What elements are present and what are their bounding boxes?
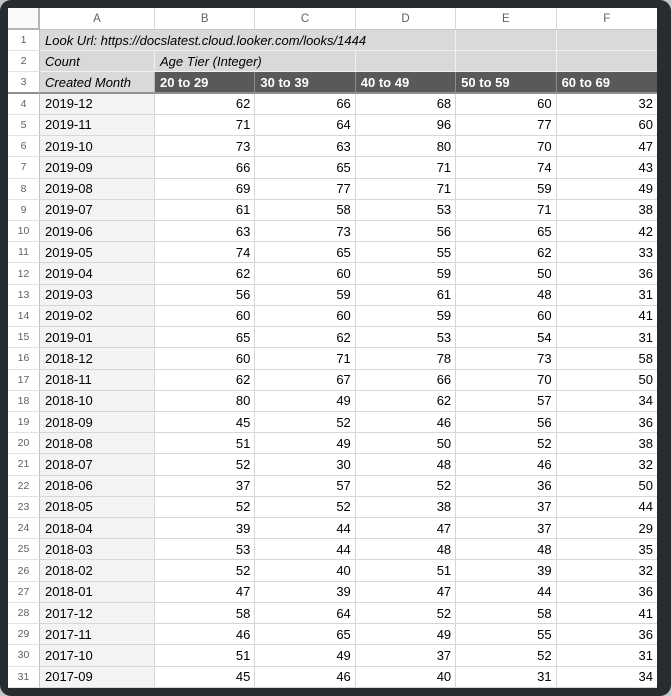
table-row: [8, 348, 657, 369]
value-cell[interactable]: 39: [456, 560, 556, 581]
row-number[interactable]: 14: [8, 306, 40, 327]
month-cell[interactable]: 2019-02: [40, 306, 155, 327]
value-cell[interactable]: 37: [456, 518, 556, 539]
value-cell[interactable]: 73: [255, 221, 355, 242]
value-cell[interactable]: 59: [255, 285, 355, 306]
value-cell[interactable]: 58: [255, 200, 355, 221]
value-cell[interactable]: 51: [155, 433, 255, 454]
value-cell[interactable]: 77: [255, 179, 355, 200]
month-cell[interactable]: 2018-04: [40, 518, 155, 539]
row-number[interactable]: 20: [8, 433, 40, 454]
spreadsheet-grid: [8, 8, 657, 688]
empty-cell[interactable]: [456, 51, 556, 72]
empty-cell[interactable]: [356, 51, 456, 72]
value-cell[interactable]: 65: [255, 624, 355, 645]
value-cell[interactable]: 58: [155, 603, 255, 624]
value-cell[interactable]: 55: [356, 242, 456, 263]
value-cell[interactable]: 52: [255, 412, 355, 433]
value-cell[interactable]: 31: [557, 327, 657, 348]
value-cell[interactable]: 46: [356, 412, 456, 433]
value-cell[interactable]: 60: [456, 306, 556, 327]
value-cell[interactable]: 53: [155, 539, 255, 560]
value-cell[interactable]: 46: [456, 454, 556, 475]
value-cell[interactable]: 38: [557, 433, 657, 454]
value-cell[interactable]: 62: [456, 242, 556, 263]
value-cell[interactable]: 71: [356, 157, 456, 178]
row-number[interactable]: 27: [8, 582, 40, 603]
value-cell[interactable]: 41: [557, 306, 657, 327]
value-cell[interactable]: 62: [255, 327, 355, 348]
tier-header-cell[interactable]: 30 to 39: [255, 72, 355, 93]
month-cell[interactable]: 2017-12: [40, 603, 155, 624]
table-row: [8, 263, 657, 284]
value-cell[interactable]: 36: [557, 263, 657, 284]
value-cell[interactable]: 38: [557, 200, 657, 221]
value-cell[interactable]: 34: [557, 391, 657, 412]
row-number[interactable]: 11: [8, 242, 40, 263]
row-number[interactable]: 15: [8, 327, 40, 348]
value-cell[interactable]: 36: [456, 476, 556, 497]
value-cell[interactable]: 60: [456, 94, 556, 115]
value-cell[interactable]: 49: [255, 433, 355, 454]
value-cell[interactable]: 71: [155, 115, 255, 136]
row-number[interactable]: 23: [8, 497, 40, 518]
month-cell[interactable]: 2018-06: [40, 476, 155, 497]
value-cell[interactable]: 64: [255, 603, 355, 624]
table-row: [8, 518, 657, 539]
value-cell[interactable]: 51: [155, 645, 255, 666]
value-cell[interactable]: 46: [255, 667, 355, 688]
value-cell[interactable]: 52: [155, 497, 255, 518]
value-cell[interactable]: 32: [557, 454, 657, 475]
value-cell[interactable]: 52: [356, 476, 456, 497]
table-row: [8, 242, 657, 263]
value-cell[interactable]: 47: [557, 136, 657, 157]
value-cell[interactable]: 66: [255, 94, 355, 115]
value-cell[interactable]: 49: [557, 179, 657, 200]
table-row: [8, 94, 657, 115]
value-cell[interactable]: 60: [557, 115, 657, 136]
value-cell[interactable]: 37: [155, 476, 255, 497]
row-number[interactable]: 1: [8, 30, 40, 51]
value-cell[interactable]: 65: [456, 221, 556, 242]
value-cell[interactable]: 53: [356, 200, 456, 221]
value-cell[interactable]: 62: [155, 263, 255, 284]
value-cell[interactable]: 55: [456, 624, 556, 645]
month-cell[interactable]: 2018-11: [40, 370, 155, 391]
value-cell[interactable]: 33: [557, 242, 657, 263]
value-cell[interactable]: 65: [255, 242, 355, 263]
value-cell[interactable]: 51: [356, 560, 456, 581]
value-cell[interactable]: 44: [456, 582, 556, 603]
value-cell[interactable]: 47: [356, 518, 456, 539]
value-cell[interactable]: 50: [456, 263, 556, 284]
row-number[interactable]: 4: [8, 94, 40, 115]
month-cell[interactable]: 2019-03: [40, 285, 155, 306]
table-row: [8, 115, 657, 136]
table-row: [8, 327, 657, 348]
column-header-d[interactable]: D: [356, 8, 456, 30]
month-cell[interactable]: 2018-10: [40, 391, 155, 412]
value-cell[interactable]: 65: [255, 157, 355, 178]
column-header-strip: [8, 8, 657, 30]
select-all-corner[interactable]: [8, 8, 40, 30]
value-cell[interactable]: 54: [456, 327, 556, 348]
month-cell[interactable]: 2019-08: [40, 179, 155, 200]
row-number[interactable]: 3: [8, 72, 40, 93]
month-cell[interactable]: 2019-05: [40, 242, 155, 263]
row-number[interactable]: 16: [8, 348, 40, 369]
month-cell[interactable]: 2019-09: [40, 157, 155, 178]
empty-cell[interactable]: [557, 51, 657, 72]
month-cell[interactable]: 2018-01: [40, 582, 155, 603]
value-cell[interactable]: 74: [456, 157, 556, 178]
value-cell[interactable]: 69: [155, 179, 255, 200]
value-cell[interactable]: 31: [456, 667, 556, 688]
value-cell[interactable]: 52: [255, 497, 355, 518]
month-cell[interactable]: 2018-08: [40, 433, 155, 454]
row-number[interactable]: 24: [8, 518, 40, 539]
value-cell[interactable]: 32: [557, 560, 657, 581]
value-cell[interactable]: 71: [255, 348, 355, 369]
value-cell[interactable]: 36: [557, 624, 657, 645]
value-cell[interactable]: 56: [155, 285, 255, 306]
value-cell[interactable]: 38: [356, 497, 456, 518]
value-cell[interactable]: 61: [155, 200, 255, 221]
month-cell[interactable]: 2017-11: [40, 624, 155, 645]
value-cell[interactable]: 45: [155, 412, 255, 433]
value-cell[interactable]: 73: [155, 136, 255, 157]
value-cell[interactable]: 40: [356, 667, 456, 688]
row-number[interactable]: 8: [8, 179, 40, 200]
month-cell[interactable]: 2018-02: [40, 560, 155, 581]
value-cell[interactable]: 80: [155, 391, 255, 412]
table-row: [8, 603, 657, 624]
row-number[interactable]: 31: [8, 667, 40, 688]
table-row: [8, 412, 657, 433]
value-cell[interactable]: 48: [356, 539, 456, 560]
row-number[interactable]: 29: [8, 624, 40, 645]
column-header-c[interactable]: C: [255, 8, 355, 30]
measure-cell[interactable]: Count: [40, 51, 155, 72]
value-cell[interactable]: 29: [557, 518, 657, 539]
table-row: [8, 560, 657, 581]
value-cell[interactable]: 70: [456, 370, 556, 391]
row-number[interactable]: 26: [8, 560, 40, 581]
value-cell[interactable]: 41: [557, 603, 657, 624]
value-cell[interactable]: 59: [456, 179, 556, 200]
value-cell[interactable]: 52: [356, 603, 456, 624]
table-row: [8, 539, 657, 560]
value-cell[interactable]: 60: [255, 263, 355, 284]
value-cell[interactable]: 71: [356, 179, 456, 200]
table-row: [8, 370, 657, 391]
table-row: [8, 476, 657, 497]
value-cell[interactable]: 30: [255, 454, 355, 475]
table-row: [8, 391, 657, 412]
value-cell[interactable]: 52: [155, 454, 255, 475]
tier-header-cell[interactable]: 40 to 49: [356, 72, 456, 93]
value-cell[interactable]: 49: [255, 391, 355, 412]
value-cell[interactable]: 35: [557, 539, 657, 560]
value-cell[interactable]: 39: [255, 582, 355, 603]
month-cell[interactable]: 2019-06: [40, 221, 155, 242]
value-cell[interactable]: 52: [456, 645, 556, 666]
value-cell[interactable]: 39: [155, 518, 255, 539]
value-cell[interactable]: 64: [255, 115, 355, 136]
row-number[interactable]: 18: [8, 391, 40, 412]
table-row: [8, 667, 657, 688]
month-cell[interactable]: 2019-04: [40, 263, 155, 284]
value-cell[interactable]: 57: [255, 476, 355, 497]
value-cell[interactable]: 48: [456, 539, 556, 560]
data-rows: [8, 94, 657, 688]
column-header-a[interactable]: A: [40, 8, 155, 30]
table-row: [8, 582, 657, 603]
value-cell[interactable]: 42: [557, 221, 657, 242]
value-cell[interactable]: 58: [456, 603, 556, 624]
column-header-b[interactable]: B: [155, 8, 255, 30]
value-cell[interactable]: 96: [356, 115, 456, 136]
value-cell[interactable]: 70: [456, 136, 556, 157]
value-cell[interactable]: 44: [557, 497, 657, 518]
value-cell[interactable]: 43: [557, 157, 657, 178]
month-cell[interactable]: 2019-07: [40, 200, 155, 221]
value-cell[interactable]: 47: [356, 582, 456, 603]
value-cell[interactable]: 50: [356, 433, 456, 454]
value-cell[interactable]: 60: [155, 348, 255, 369]
value-cell[interactable]: 48: [356, 454, 456, 475]
month-cell[interactable]: 2017-09: [40, 667, 155, 688]
table-row: [8, 624, 657, 645]
row-number[interactable]: 2: [8, 51, 40, 72]
value-cell[interactable]: 47: [155, 582, 255, 603]
value-cell[interactable]: 36: [557, 412, 657, 433]
value-cell[interactable]: 45: [155, 667, 255, 688]
row-number[interactable]: 12: [8, 263, 40, 284]
value-cell[interactable]: 31: [557, 285, 657, 306]
header-row-tiers: [8, 72, 657, 93]
value-cell[interactable]: 37: [356, 645, 456, 666]
value-cell[interactable]: 44: [255, 539, 355, 560]
value-cell[interactable]: 77: [456, 115, 556, 136]
row-number[interactable]: 5: [8, 115, 40, 136]
month-cell[interactable]: 2017-10: [40, 645, 155, 666]
month-cell[interactable]: 2018-05: [40, 497, 155, 518]
value-cell[interactable]: 66: [155, 157, 255, 178]
value-cell[interactable]: 36: [557, 582, 657, 603]
tier-header-cell[interactable]: 60 to 69: [557, 72, 657, 93]
value-cell[interactable]: 62: [155, 94, 255, 115]
value-cell[interactable]: 62: [356, 391, 456, 412]
value-cell[interactable]: 44: [255, 518, 355, 539]
value-cell[interactable]: 58: [557, 348, 657, 369]
month-cell[interactable]: 2018-03: [40, 539, 155, 560]
row-number[interactable]: 19: [8, 412, 40, 433]
value-cell[interactable]: 59: [356, 306, 456, 327]
table-row: [8, 179, 657, 200]
value-cell[interactable]: 59: [356, 263, 456, 284]
value-cell[interactable]: 52: [155, 560, 255, 581]
value-cell[interactable]: 56: [356, 221, 456, 242]
month-cell[interactable]: 2019-01: [40, 327, 155, 348]
column-header-f[interactable]: F: [557, 8, 657, 30]
table-row: [8, 306, 657, 327]
row-number[interactable]: 6: [8, 136, 40, 157]
header-row-pivot-label: [8, 51, 657, 72]
row-number[interactable]: 28: [8, 603, 40, 624]
month-cell[interactable]: 2019-11: [40, 115, 155, 136]
row-number[interactable]: 30: [8, 645, 40, 666]
value-cell[interactable]: 61: [356, 285, 456, 306]
row-number[interactable]: 25: [8, 539, 40, 560]
table-row: [8, 136, 657, 157]
month-cell[interactable]: 2018-09: [40, 412, 155, 433]
empty-cell[interactable]: [456, 30, 556, 51]
value-cell[interactable]: 48: [456, 285, 556, 306]
value-cell[interactable]: 60: [255, 306, 355, 327]
value-cell[interactable]: 74: [155, 242, 255, 263]
value-cell[interactable]: 66: [356, 370, 456, 391]
value-cell[interactable]: 63: [155, 221, 255, 242]
value-cell[interactable]: 57: [456, 391, 556, 412]
value-cell[interactable]: 49: [356, 624, 456, 645]
row-number[interactable]: 13: [8, 285, 40, 306]
value-cell[interactable]: 63: [255, 136, 355, 157]
value-cell[interactable]: 62: [155, 370, 255, 391]
value-cell[interactable]: 78: [356, 348, 456, 369]
row-number[interactable]: 17: [8, 370, 40, 391]
empty-cell[interactable]: [557, 30, 657, 51]
value-cell[interactable]: 53: [356, 327, 456, 348]
value-cell[interactable]: 50: [557, 370, 657, 391]
table-row: [8, 645, 657, 666]
table-row: [8, 221, 657, 242]
table-row: [8, 200, 657, 221]
row-number[interactable]: 7: [8, 157, 40, 178]
table-row: [8, 454, 657, 475]
month-cell[interactable]: 2018-07: [40, 454, 155, 475]
value-cell[interactable]: 71: [456, 200, 556, 221]
tier-header-cell[interactable]: 50 to 59: [456, 72, 556, 93]
tier-header-cell[interactable]: 20 to 29: [155, 72, 255, 93]
value-cell[interactable]: 68: [356, 94, 456, 115]
value-cell[interactable]: 56: [456, 412, 556, 433]
row-number[interactable]: 9: [8, 200, 40, 221]
table-row: [8, 285, 657, 306]
value-cell[interactable]: 37: [456, 497, 556, 518]
value-cell[interactable]: 80: [356, 136, 456, 157]
row-number[interactable]: 21: [8, 454, 40, 475]
value-cell[interactable]: 49: [255, 645, 355, 666]
pivot-label-cell[interactable]: Age Tier (Integer): [155, 51, 356, 72]
row-number[interactable]: 10: [8, 221, 40, 242]
header-row-look-url: [8, 30, 657, 51]
column-header-e[interactable]: E: [456, 8, 556, 30]
value-cell[interactable]: 73: [456, 348, 556, 369]
value-cell[interactable]: 67: [255, 370, 355, 391]
value-cell[interactable]: 34: [557, 667, 657, 688]
value-cell[interactable]: 65: [155, 327, 255, 348]
value-cell[interactable]: 31: [557, 645, 657, 666]
table-row: [8, 497, 657, 518]
value-cell[interactable]: 46: [155, 624, 255, 645]
table-row: [8, 433, 657, 454]
value-cell[interactable]: 32: [557, 94, 657, 115]
table-row: [8, 157, 657, 178]
month-cell[interactable]: 2018-12: [40, 348, 155, 369]
value-cell[interactable]: 40: [255, 560, 355, 581]
month-cell[interactable]: 2019-10: [40, 136, 155, 157]
value-cell[interactable]: 50: [557, 476, 657, 497]
value-cell[interactable]: 60: [155, 306, 255, 327]
dimension-cell[interactable]: Created Month: [40, 72, 155, 93]
look-url-cell[interactable]: Look Url: https://docslatest.cloud.looker.com/looks/1444: [40, 30, 456, 51]
row-number[interactable]: 22: [8, 476, 40, 497]
month-cell[interactable]: 2019-12: [40, 94, 155, 115]
value-cell[interactable]: 52: [456, 433, 556, 454]
